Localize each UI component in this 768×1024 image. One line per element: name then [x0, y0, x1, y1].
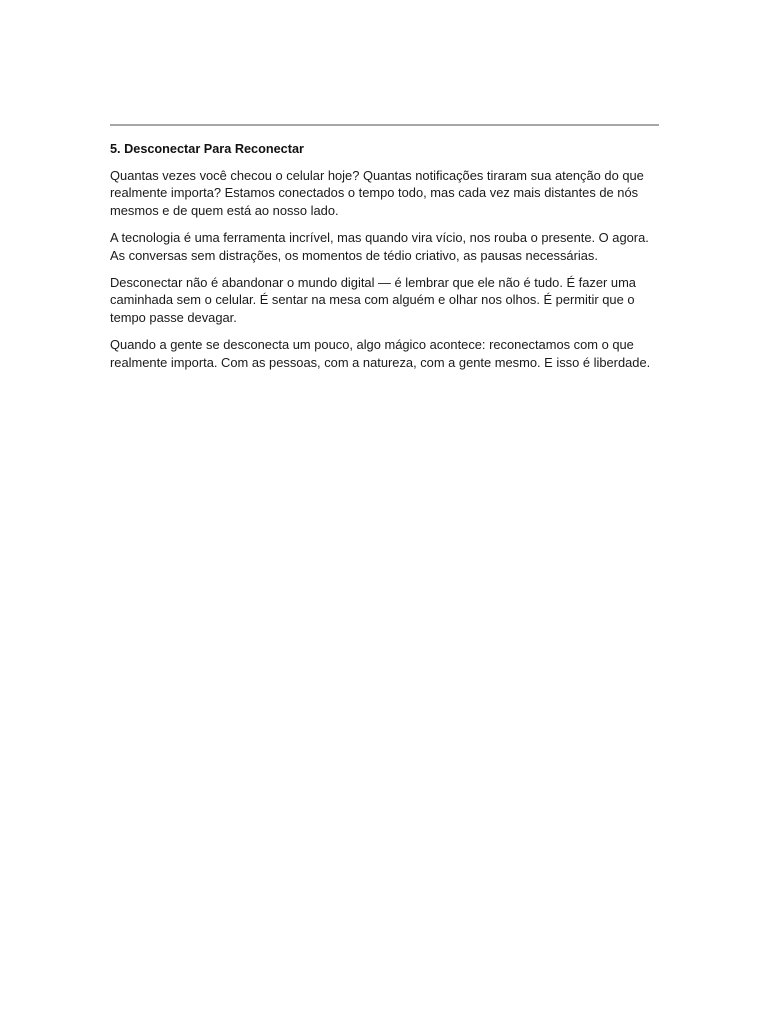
section-body: [110, 140, 660, 381]
section-divider: [110, 124, 659, 126]
paragraph-1: Quantas vezes você checou o celular hoje? Quantas notificações tiraram sua atenção do que realmente importa? Estamos conectados o tempo todo, mas cada vez mais distantes de nós mesmos e de quem está ao nosso lado.: [110, 168, 644, 218]
paragraph-2: A tecnologia é uma ferramenta incrível, mas quando vira vício, nos rouba o presente. O agora. As conversas sem distrações, os momentos de tédio criativo, as pausas necessárias.: [110, 230, 649, 263]
paragraph-3: Desconectar não é abandonar o mundo digital — é lembrar que ele não é tudo. É fazer uma caminhada sem o celular. É sentar na mesa com alguém e olhar nos olhos. É permitir que o tempo passe devagar.: [110, 275, 636, 325]
paragraph-4: Quando a gente se desconecta um pouco, algo mágico acontece: reconectamos com o que realmente importa. Com as pessoas, com a natureza, com a gente mesmo. E isso é liberdade.: [110, 337, 651, 370]
section-title: 5. Desconectar Para Reconectar: [110, 142, 304, 156]
